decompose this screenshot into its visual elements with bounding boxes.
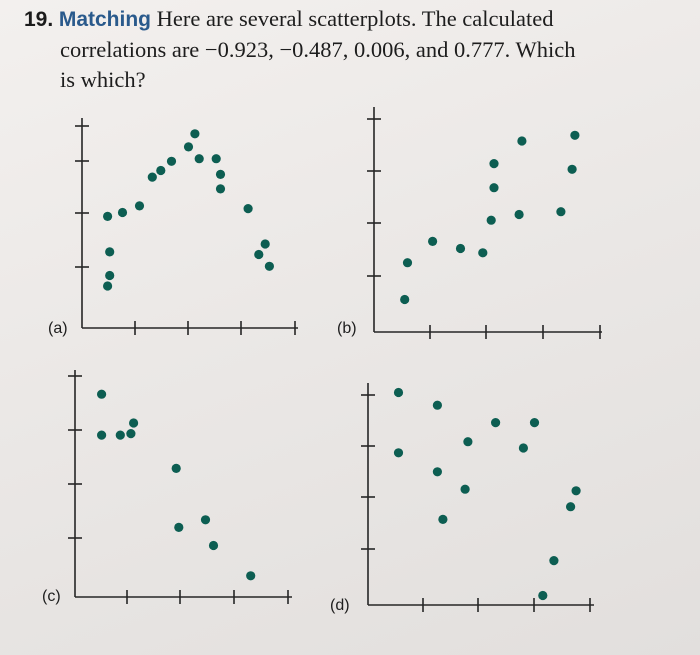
scatterplot-a-point-1 bbox=[103, 281, 112, 290]
scatterplot-d-point-8 bbox=[491, 418, 500, 427]
scatterplot-a-point-17 bbox=[261, 239, 270, 248]
scatterplot-c-point-2 bbox=[97, 431, 106, 440]
scatterplot-d-point-11 bbox=[549, 556, 558, 565]
scatterplot-d-point-7 bbox=[463, 437, 472, 446]
question-line-2: correlations are −0.923, −0.487, 0.006, and 0.777. Which bbox=[60, 37, 576, 62]
scatterplot-b-point-6 bbox=[487, 216, 496, 225]
scatterplot-c-point-9 bbox=[209, 541, 218, 550]
scatterplot-a-point-7 bbox=[148, 173, 157, 182]
scatterplot-c-point-1 bbox=[97, 390, 106, 399]
question-line-3: is which? bbox=[60, 67, 146, 92]
scatterplot-a-point-16 bbox=[244, 204, 253, 213]
scatterplot-a bbox=[48, 118, 298, 337]
scatterplot-d-point-10 bbox=[530, 418, 539, 427]
scatterplot-d-point-4 bbox=[433, 401, 442, 410]
scatterplot-c-point-5 bbox=[129, 418, 138, 427]
scatterplot-a-point-4 bbox=[103, 212, 112, 221]
scatterplot-a-point-12 bbox=[212, 154, 221, 163]
scatterplot-a-point-14 bbox=[216, 170, 225, 179]
scatterplot-b-label: (b) bbox=[337, 320, 357, 337]
scatterplot-c-point-10 bbox=[246, 571, 255, 580]
scatterplot-d-point-1 bbox=[394, 388, 403, 397]
scatterplot-a-point-13 bbox=[190, 129, 199, 138]
scatterplot-c-point-3 bbox=[116, 431, 125, 440]
scatterplot-b-point-9 bbox=[515, 210, 524, 219]
scatterplot-a-point-18 bbox=[254, 250, 263, 259]
scatterplot-b bbox=[337, 107, 602, 339]
scatterplot-d-point-14 bbox=[538, 591, 547, 600]
scatterplot-d-point-3 bbox=[433, 467, 442, 476]
scatterplot-a-point-2 bbox=[105, 271, 114, 280]
scatterplot-b-point-12 bbox=[568, 165, 577, 174]
scatterplot-b-point-11 bbox=[556, 207, 565, 216]
scatterplot-d-point-13 bbox=[572, 486, 581, 495]
question-keyword: Matching bbox=[58, 8, 151, 31]
scatterplot-d-point-6 bbox=[461, 485, 470, 494]
scatterplot-a-label: (a) bbox=[48, 320, 68, 337]
scatterplot-b-point-13 bbox=[570, 131, 579, 140]
question-line-1-rest: Here are several scatterplots. The calculated bbox=[156, 6, 554, 31]
scatterplot-b-point-1 bbox=[400, 295, 409, 304]
scatterplot-d-point-5 bbox=[438, 515, 447, 524]
scatterplot-b-point-2 bbox=[403, 258, 412, 267]
scatterplot-d-point-9 bbox=[519, 443, 528, 452]
scatterplot-c-point-6 bbox=[172, 464, 181, 473]
scatterplot-d-point-12 bbox=[566, 502, 575, 511]
scatterplot-d bbox=[330, 383, 594, 614]
scatterplot-a-point-3 bbox=[105, 247, 114, 256]
scatterplot-a-point-8 bbox=[156, 166, 165, 175]
scatterplot-a-point-10 bbox=[184, 142, 193, 151]
scatterplot-a-point-6 bbox=[135, 201, 144, 210]
scatterplot-b-point-10 bbox=[517, 136, 526, 145]
question-number: 19. bbox=[24, 8, 54, 31]
scatterplot-b-point-8 bbox=[489, 159, 498, 168]
scatterplot-a-point-9 bbox=[167, 157, 176, 166]
scatterplot-c-label: (c) bbox=[42, 588, 61, 605]
scatterplot-b-point-4 bbox=[456, 244, 465, 253]
scatterplot-a-point-5 bbox=[118, 208, 127, 217]
scatterplot-a-point-19 bbox=[265, 262, 274, 271]
scatterplot-b-point-5 bbox=[478, 248, 487, 257]
scatterplot-a-point-15 bbox=[216, 184, 225, 193]
scatterplot-c-point-7 bbox=[174, 523, 183, 532]
scatterplot-b-point-3 bbox=[428, 237, 437, 246]
scatterplot-c-point-4 bbox=[126, 429, 135, 438]
scatterplot-c-point-8 bbox=[201, 515, 210, 524]
scatterplot-a-point-11 bbox=[195, 154, 204, 163]
scatterplot-d-label: (d) bbox=[330, 597, 350, 614]
scatterplot-c bbox=[42, 370, 292, 605]
scatterplot-d-point-2 bbox=[394, 448, 403, 457]
scatterplot-b-point-7 bbox=[489, 183, 498, 192]
